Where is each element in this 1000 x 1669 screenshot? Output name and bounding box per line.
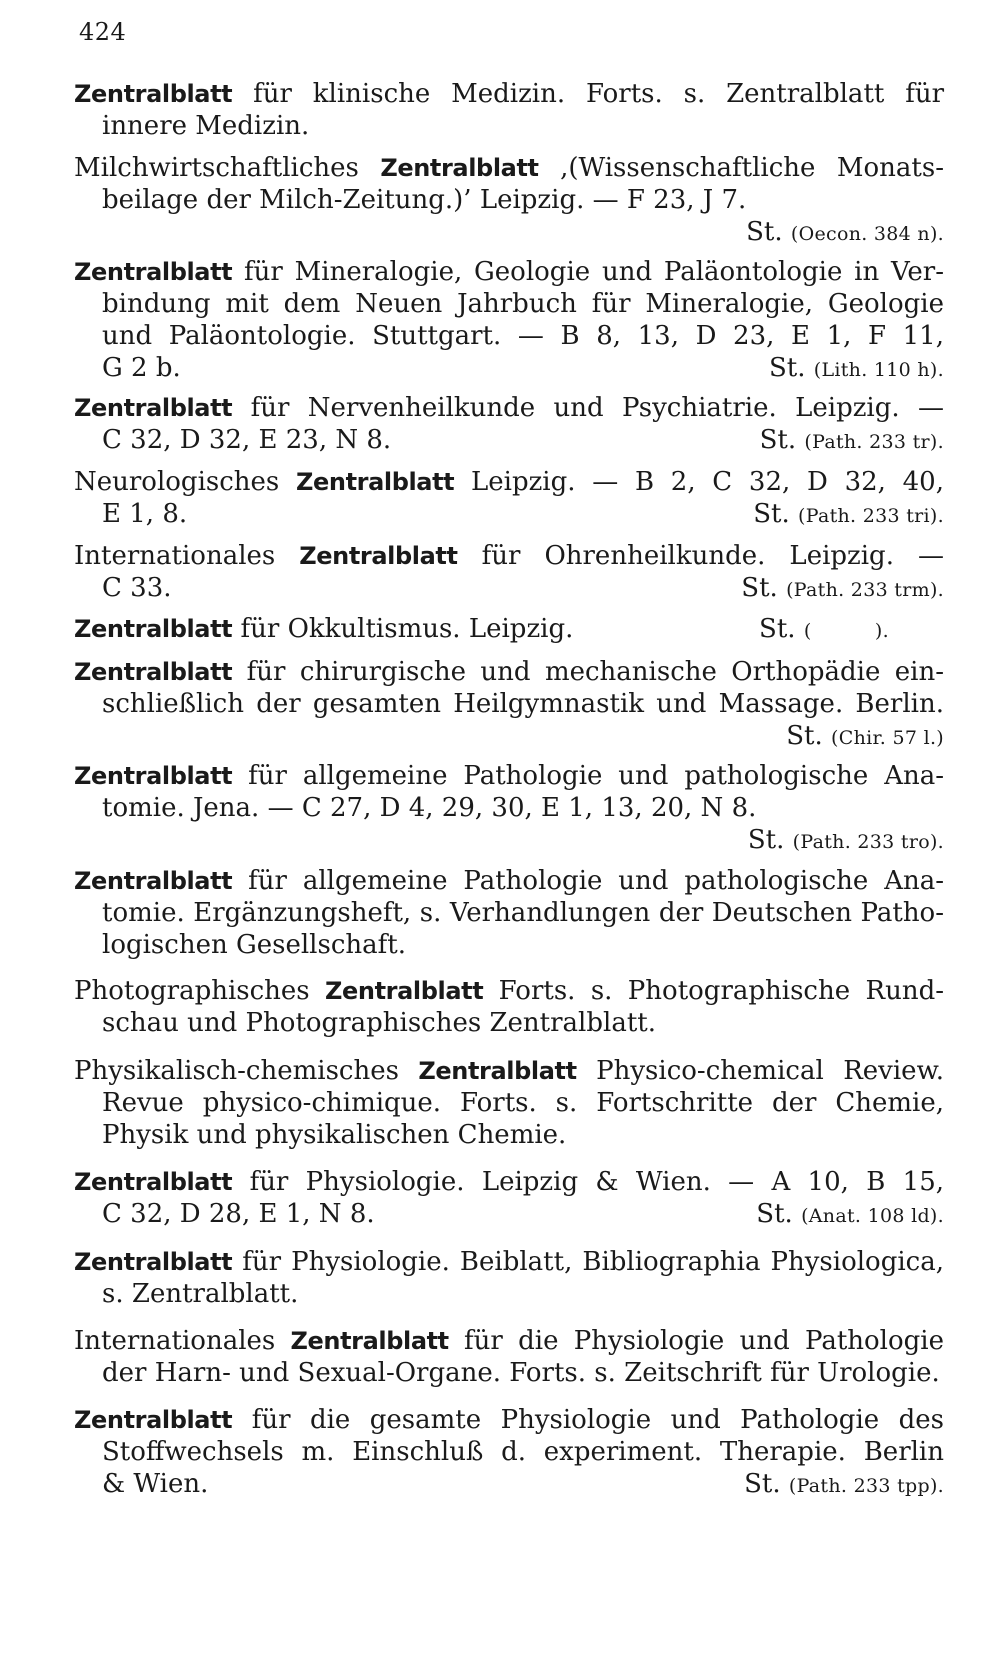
shelf-signature: (Oecon. 384 n).	[790, 223, 944, 245]
entry-line	[74, 1404, 944, 1436]
entry-line: Physik und physikalischen Chemie.	[102, 1120, 567, 1150]
entry-line	[74, 152, 944, 184]
catalog-entry	[74, 392, 944, 458]
entry-line	[74, 256, 944, 288]
shelf-signature: (Path. 233 tro).	[792, 831, 944, 853]
shelf-mark	[744, 1468, 944, 1502]
entry-line	[74, 613, 944, 647]
entry-text: für Nervenheilkunde und Psychiatrie. Leipzig. —	[232, 393, 944, 423]
entry-line: schließlich der gesamten Heilgymnastik und Massage. Berlin.	[102, 689, 944, 719]
shelf-mark	[74, 216, 944, 250]
entry-line	[74, 466, 944, 498]
shelf-signature: (Anat. 108 ld).	[801, 1205, 944, 1227]
entry-text: für die Physiologie und Pathologie	[448, 1326, 944, 1356]
entry-line: und Paläontologie. Stuttgart. — B 8, 13, D 23, E 1, F 11,	[102, 321, 944, 351]
shelf-mark	[753, 498, 944, 532]
entry-keyword: Zentralblatt	[74, 1406, 233, 1434]
entry-line	[74, 656, 944, 688]
entry-line: tomie. Ergänzungsheft, s. Verhandlungen der Deutschen Patho-	[102, 898, 944, 928]
entry-prefix: Neurologisches	[74, 467, 296, 497]
entry-text: Physico-chemical Review.	[576, 1056, 945, 1086]
entry-line: Stoffwechsels m. Einschluß d. experiment. Therapie. Berlin	[102, 1437, 944, 1467]
entry-keyword: Zentralblatt	[380, 154, 539, 182]
entry-text: für allgemeine Pathologie und pathologische Ana-	[232, 761, 944, 791]
catalog-entry	[74, 760, 944, 858]
catalog-entry	[74, 152, 944, 250]
entry-line: s. Zentralblatt.	[102, 1279, 299, 1309]
entry-text: & Wien.	[102, 1469, 209, 1499]
entry-text: für klinische Medizin. Forts. s. Zentralblatt für	[232, 79, 944, 109]
entry-prefix: Milchwirtschaftliches	[74, 153, 381, 183]
entry-text: für Mineralogie, Geologie und Paläontologie in Ver-	[232, 257, 944, 287]
shelf-mark	[741, 572, 944, 606]
catalog-entry	[74, 1404, 944, 1502]
entry-keyword: Zentralblatt	[296, 468, 455, 496]
entry-line	[74, 865, 944, 897]
entry-text: G 2 b.	[102, 353, 181, 383]
entry-line	[74, 1468, 944, 1502]
entry-keyword: Zentralblatt	[74, 394, 233, 422]
entry-text: C 32, D 32, E 23, N 8.	[102, 425, 392, 455]
entry-text: für Ohrenheilkunde. Leipzig. —	[457, 541, 945, 571]
entry-line	[74, 1055, 944, 1087]
entry-line	[74, 1325, 944, 1357]
entry-text: C 33.	[102, 573, 172, 603]
entry-prefix: Physikalisch-chemisches	[74, 1056, 419, 1086]
entry-keyword: Zentralblatt	[325, 977, 484, 1005]
entry-text: Forts. s. Photographische Rund-	[483, 976, 944, 1006]
shelf-signature: (Chir. 57 l.)	[831, 727, 944, 749]
entry-keyword: Zentralblatt	[74, 867, 233, 895]
catalog-entry	[74, 256, 944, 386]
entry-line: schau und Photographisches Zentralblatt.	[102, 1008, 656, 1038]
shelf-label: St.	[747, 825, 785, 855]
shelf-mark	[74, 720, 944, 754]
catalog-entry	[74, 1246, 944, 1310]
entry-line	[74, 498, 944, 532]
shelf-label: St.	[741, 573, 778, 603]
entry-text: für chirurgische und mechanische Orthopädie ein-	[232, 657, 944, 687]
shelf-label: St.	[768, 353, 806, 383]
catalog-entry	[74, 466, 944, 532]
entry-text: für Physiologie. Beiblatt, Bibliographia Physiologica,	[232, 1247, 944, 1277]
entry-line: beilage der Milch-Zeitung.)’ Leipzig. — F 23, J 7.	[102, 185, 747, 215]
shelf-signature: (Lith. 110 h).	[813, 359, 944, 381]
entry-text: C 32, D 28, E 1, N 8.	[102, 1199, 375, 1229]
shelf-mark	[74, 824, 944, 858]
entry-text: für Physiologie. Leipzig & Wien. — A 10, B 15,	[232, 1167, 944, 1197]
entry-line	[74, 975, 944, 1007]
entry-line: tomie. Jena. — C 27, D 4, 29, 30, E 1, 13, 20, N 8.	[102, 793, 757, 823]
catalog-entry	[74, 78, 944, 142]
entry-keyword: Zentralblatt	[290, 1327, 449, 1355]
entry-keyword: Zentralblatt	[74, 258, 233, 286]
entry-keyword: Zentralblatt	[74, 762, 233, 790]
shelf-label: St.	[746, 217, 783, 247]
entry-text: für die gesamte Physiologie und Pathologie des	[232, 1405, 944, 1435]
entry-text: Leipzig. — B 2, C 32, D 32, 40,	[454, 467, 944, 497]
entry-line	[74, 424, 944, 458]
catalog-entry	[74, 1166, 944, 1232]
entry-keyword: Zentralblatt	[299, 542, 458, 570]
entry-line: Revue physico-chimique. Forts. s. Fortschritte der Chemie,	[102, 1088, 944, 1118]
entry-line	[74, 1198, 944, 1232]
shelf-signature: (Path. 233 trm).	[786, 579, 944, 601]
entry-keyword: Zentralblatt	[74, 615, 233, 643]
entry-keyword: Zentralblatt	[74, 658, 233, 686]
shelf-signature: (Path. 233 tri).	[798, 505, 944, 527]
entry-text: für allgemeine Pathologie und pathologische Ana-	[232, 866, 944, 896]
entry-keyword: Zentralblatt	[418, 1057, 577, 1085]
shelf-signature: (Path. 233 tpp).	[788, 1475, 944, 1497]
entry-line	[74, 1246, 944, 1278]
entry-line	[74, 760, 944, 792]
entry-line	[74, 78, 944, 110]
shelf-mark	[760, 424, 944, 458]
entry-text: E 1, 8.	[102, 499, 188, 529]
catalog-entry	[74, 1325, 944, 1389]
shelf-mark	[756, 1198, 944, 1232]
shelf-label: St.	[744, 1469, 781, 1499]
catalog-entry	[74, 865, 944, 961]
entry-line	[74, 540, 944, 572]
entry-keyword: Zentralblatt	[74, 80, 233, 108]
shelf-label: St.	[759, 425, 797, 455]
entry-line: der Harn- und Sexual-Organe. Forts. s. Zeitschrift für Urologie.	[102, 1358, 940, 1388]
entry-line: bindung mit dem Neuen Jahrbuch für Mineralogie, Geologie	[102, 289, 944, 319]
shelf-label: St.	[759, 614, 796, 644]
catalog-entry	[74, 975, 944, 1039]
shelf-label: St.	[786, 721, 823, 751]
entry-prefix: Photographisches	[74, 976, 326, 1006]
entry-title	[74, 613, 573, 647]
entry-prefix: Internationales	[74, 541, 300, 571]
shelf-label: St.	[753, 499, 790, 529]
shelf-label: St.	[756, 1199, 793, 1229]
shelf-signature: (Path. 233 tr).	[804, 431, 944, 453]
shelf-signature: ( ).	[803, 620, 889, 642]
entry-text: ,(Wissenschaftliche Monats-	[538, 153, 944, 183]
entry-line	[74, 1166, 944, 1198]
entry-text: für Okkultismus. Leipzig.	[232, 614, 574, 644]
entry-keyword: Zentralblatt	[74, 1168, 233, 1196]
entry-line: innere Medizin.	[102, 111, 310, 141]
entry-line: logischen Gesellschaft.	[102, 930, 406, 960]
entry-line	[74, 572, 944, 606]
entry-line	[74, 352, 944, 386]
entry-prefix: Internationales	[74, 1326, 291, 1356]
page-number: 424	[79, 18, 127, 46]
shelf-mark	[769, 352, 944, 386]
catalog-entry	[74, 613, 944, 647]
catalog-entry	[74, 1055, 944, 1151]
entry-line	[74, 392, 944, 424]
shelf-mark	[759, 613, 944, 647]
entry-keyword: Zentralblatt	[74, 1248, 233, 1276]
catalog-entry	[74, 540, 944, 606]
catalog-entry	[74, 656, 944, 754]
